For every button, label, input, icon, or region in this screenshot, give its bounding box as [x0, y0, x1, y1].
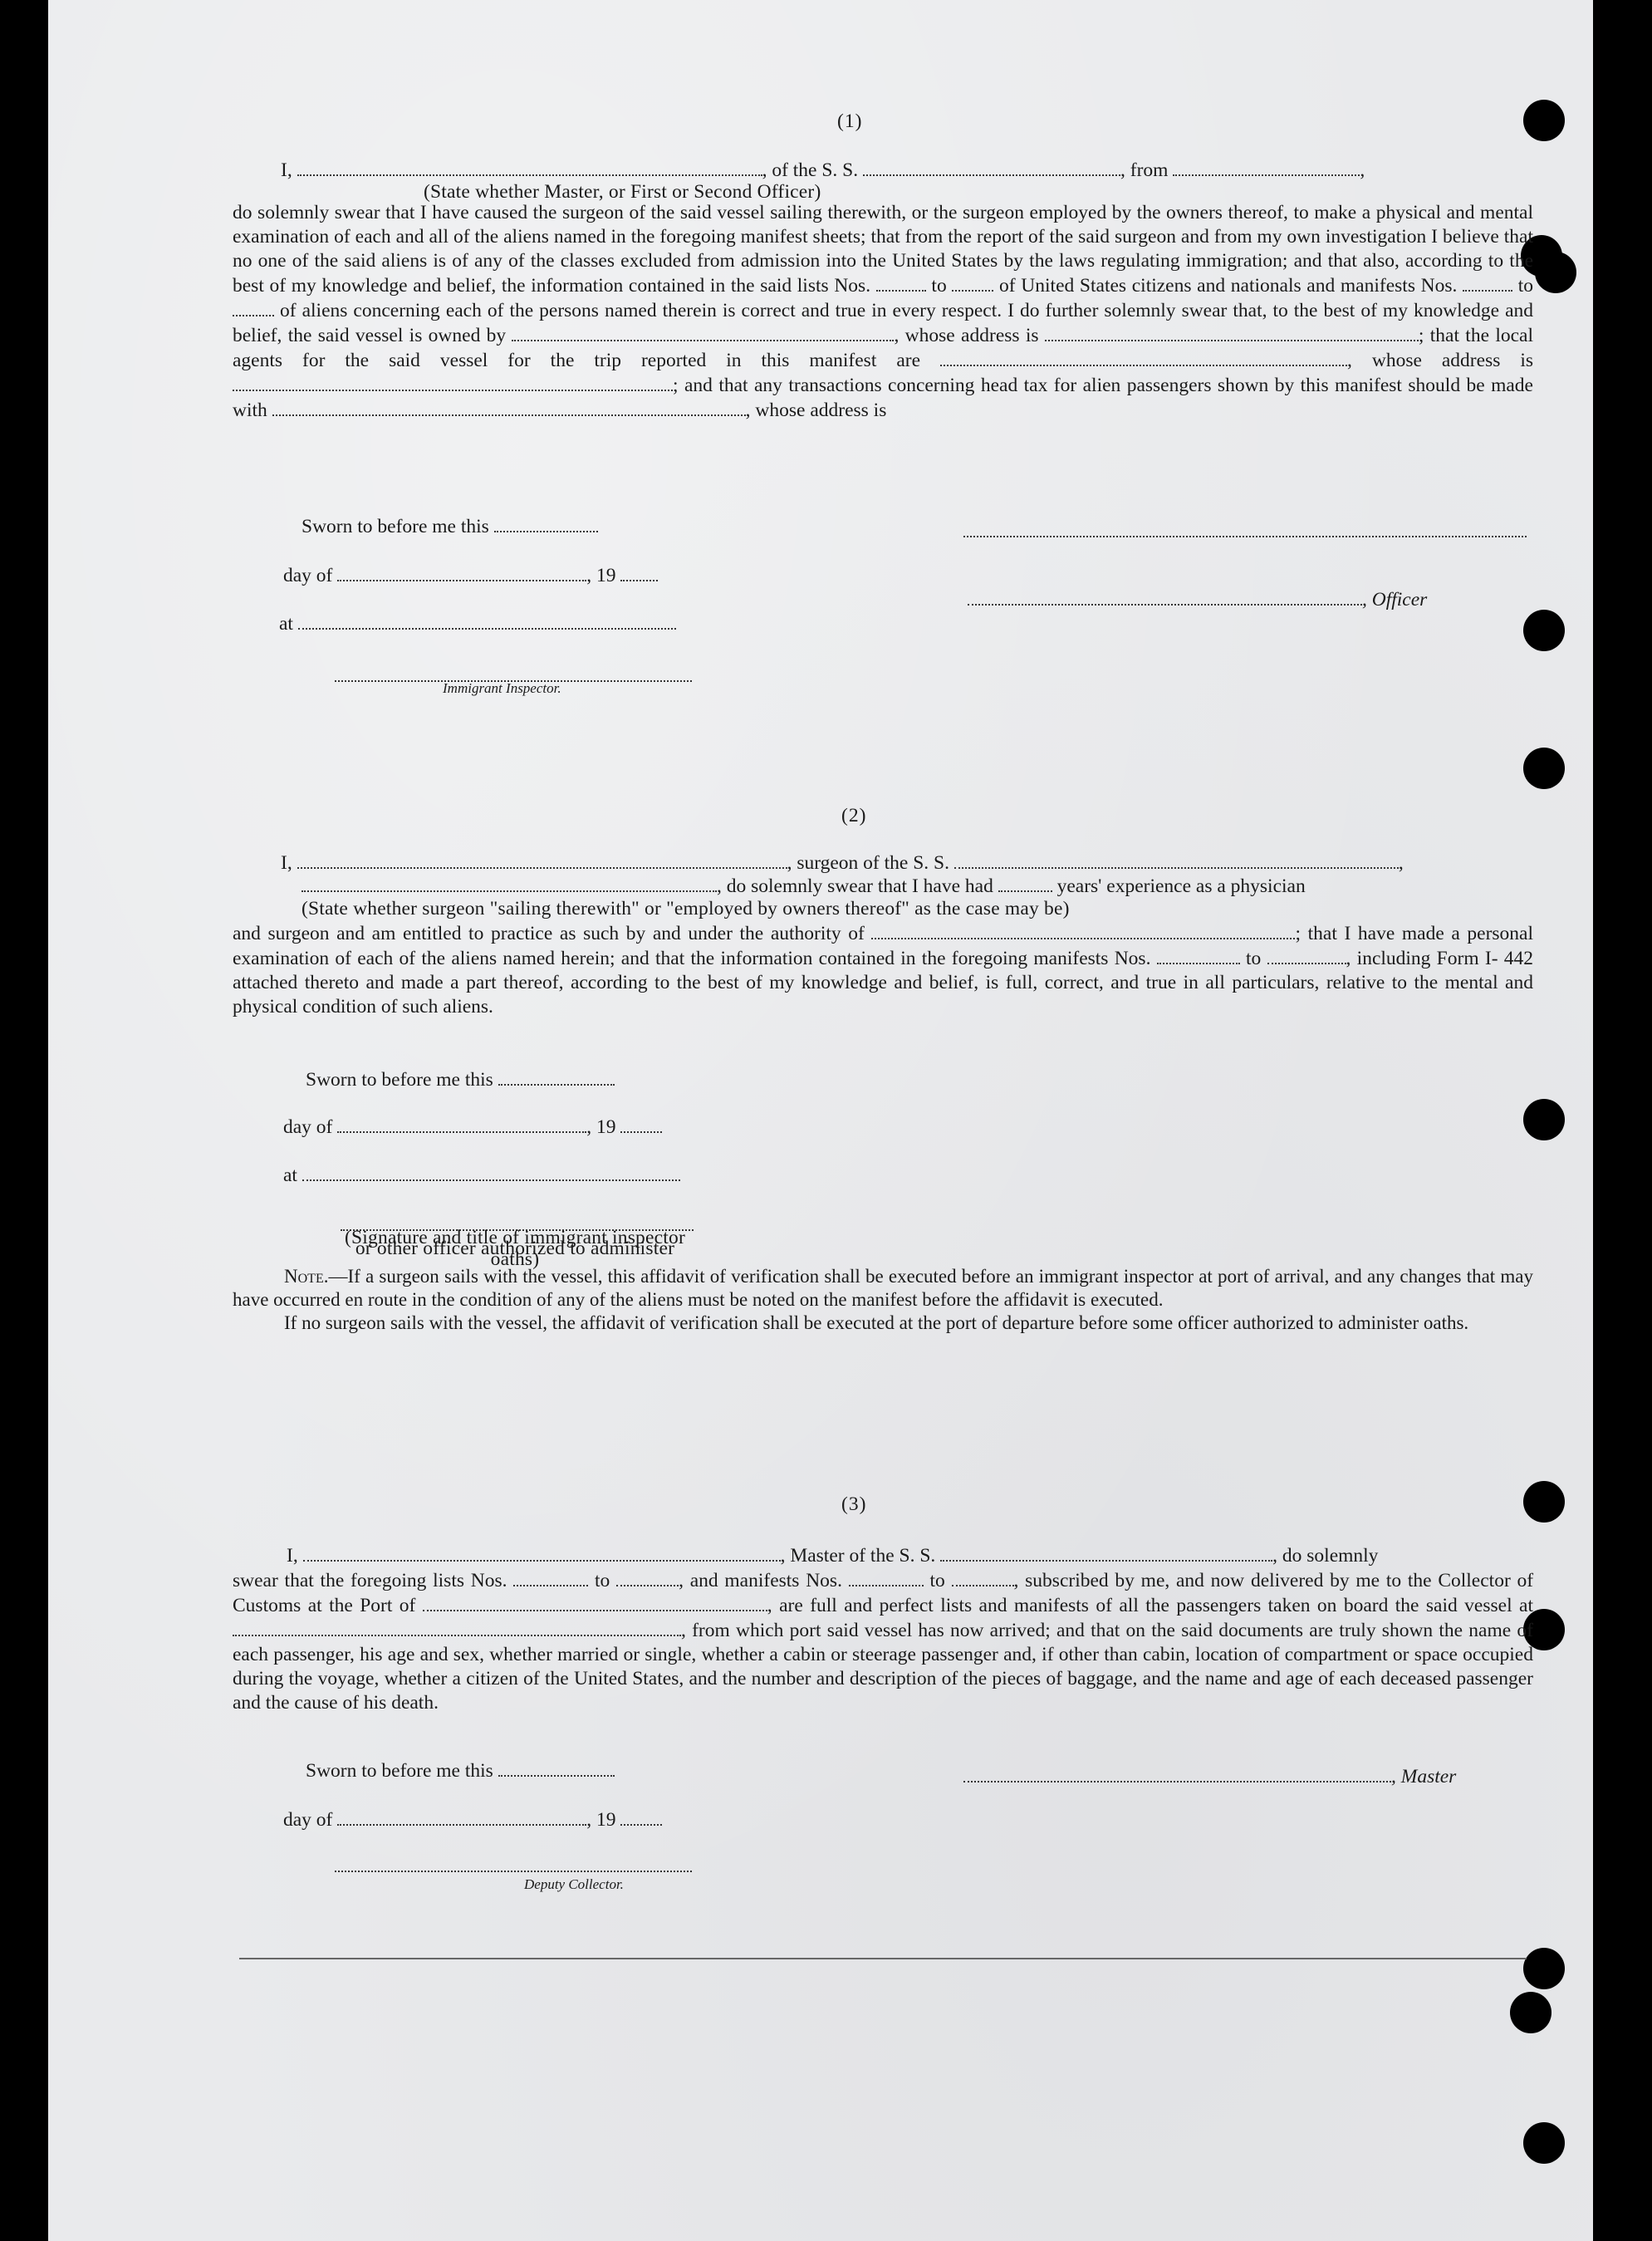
punch-hole: [1510, 1992, 1552, 2033]
master-name-field[interactable]: [303, 1543, 781, 1562]
text: to: [929, 1570, 945, 1591]
manifests-from-field[interactable]: [1463, 273, 1512, 292]
lists-from-field[interactable]: [513, 1568, 588, 1586]
text: , 19: [586, 1809, 616, 1831]
punch-hole: [1523, 2122, 1565, 2164]
note: [233, 1265, 1533, 1335]
punch-hole: [1523, 1099, 1565, 1140]
text: Sworn to before me this: [306, 1069, 493, 1091]
manifests-to-field[interactable]: [952, 1568, 1014, 1586]
local-agents-field[interactable]: [940, 348, 1347, 366]
text: of aliens concerning each of the persons named therein is correct and true in every respect. I do further solemnly swear that, to the best of my knowledge and belief, the said vessel is owned by: [233, 300, 1534, 346]
caption-surgeon: (State whether surgeon "sailing therewith" or "employed by owners thereof" as the case may be): [301, 898, 1070, 919]
manifests-from-field[interactable]: [849, 1568, 924, 1586]
master-signature-field[interactable]: [963, 1764, 1391, 1783]
day-of-field[interactable]: [337, 1115, 586, 1133]
section-number: (2): [841, 805, 867, 826]
text: , whose address is: [894, 325, 1039, 346]
officer-title-field[interactable]: [968, 587, 1362, 606]
text: that the local agents for the said vessel for the trip reported in this manifest are: [233, 325, 1534, 371]
surgeon-status-line: [301, 874, 1306, 898]
sworn-line: [306, 1758, 615, 1783]
text: I,: [281, 852, 292, 874]
departure-port-field[interactable]: [1173, 158, 1360, 176]
line-i: [281, 158, 1365, 182]
caption-signature: [341, 1227, 689, 1270]
embark-port-field[interactable]: [233, 1618, 681, 1636]
note-label: Note.: [284, 1266, 329, 1287]
caption-officer: (State whether Master, or First or Second Officer): [424, 181, 821, 203]
paragraph-2: [233, 921, 1533, 1019]
text: to: [595, 1570, 610, 1591]
sworn-line: [301, 514, 598, 538]
text: and surgeon and am entitled to practice as such by and under the authority of: [233, 923, 865, 944]
text: ,: [1398, 852, 1404, 874]
lists-from-field[interactable]: [876, 273, 926, 292]
year-field[interactable]: [620, 563, 658, 581]
lists-to-field[interactable]: [616, 1568, 679, 1586]
text: Sworn to before me this: [301, 516, 489, 537]
text: ;: [1295, 923, 1302, 944]
text: , whose address is: [745, 400, 887, 421]
text: of United States citizens and nationals and manifests Nos.: [999, 275, 1458, 297]
years-experience-field[interactable]: [998, 874, 1052, 892]
text: (Signature and title of immigrant inspector or other officer authorized to administer oaths): [345, 1227, 685, 1270]
owner-field[interactable]: [512, 323, 894, 341]
text: , are full and perfect lists and: [767, 1595, 1007, 1616]
text: , do solemnly swear that I have had: [717, 875, 993, 897]
day-of-line: [283, 1807, 662, 1832]
bottom-rule: [239, 1958, 1527, 1959]
text: ,: [1347, 350, 1352, 371]
punch-hole: [1523, 100, 1565, 141]
punch-hole: [1523, 1948, 1565, 1989]
at-line: [279, 611, 676, 635]
sworn-day-field[interactable]: [498, 1758, 615, 1777]
year-field[interactable]: [620, 1115, 662, 1133]
line-i: [281, 851, 1404, 875]
text: day of: [283, 565, 333, 586]
day-of-line: [283, 563, 658, 587]
surgeon-name-field[interactable]: [297, 851, 787, 869]
manifests-from-field[interactable]: [1157, 946, 1240, 964]
paragraph-3: [233, 1568, 1533, 1715]
manifests-to-field[interactable]: [1267, 946, 1346, 964]
authority-field[interactable]: [871, 921, 1295, 939]
text: that I have made a personal examination of each of the aliens named herein; and that the information contained in the foregoing manifests Nos.: [233, 923, 1534, 969]
text: manifests of all the passengers taken on board the said vessel at: [1013, 1595, 1533, 1616]
text: ;: [1418, 325, 1424, 346]
officer-label: [968, 587, 1427, 611]
officer-signature-line[interactable]: [963, 534, 1527, 537]
text: , Officer: [1362, 589, 1428, 611]
text: ,: [1360, 159, 1365, 181]
port-field[interactable]: [423, 1593, 767, 1611]
lists-to-field[interactable]: [952, 273, 993, 292]
text: , from: [1120, 159, 1169, 181]
ship-name-field[interactable]: [940, 1543, 1272, 1562]
manifests-to-field[interactable]: [233, 298, 274, 316]
text: to: [931, 275, 947, 297]
text: , Master: [1391, 1766, 1457, 1787]
text: , of the S. S.: [762, 159, 859, 181]
text: —If a surgeon sails with the vessel, this affidavit of verification shall be executed before an immigrant inspector at port of arrival, and any changes that may have occurred en route in the condition of any of the aliens must be noted on the manifest before the affidavit is executed.: [233, 1266, 1533, 1310]
text: port said vessel has now arrived; and that on the said documents are truly shown the name of each passenger, his age and sex, whether married or single, whether a cabin or steerage passenger and, if other than cabin, location of compartment or space occupied during the voyage, whether a citizen of the United States, and the number and description of the pieces of baggage, and the name and age of each deceased passenger and the cause of his death.: [233, 1620, 1533, 1714]
sworn-day-field[interactable]: [498, 1067, 615, 1086]
text: I,: [287, 1545, 298, 1567]
text: years' experience as a physician: [1056, 875, 1306, 897]
at-place-field[interactable]: [298, 611, 676, 630]
section-number: (3): [841, 1493, 867, 1515]
text: , and manifests Nos.: [679, 1570, 842, 1591]
text: , surgeon of the S. S.: [787, 852, 949, 874]
text: at: [283, 1165, 297, 1186]
text: If no surgeon sails with the vessel, the affidavit of verification shall be executed at the port of departure before some officer authorized to administer oaths.: [284, 1312, 1469, 1333]
text: , Master of the S. S.: [780, 1545, 936, 1567]
text: day of: [283, 1809, 333, 1831]
immigrant-inspector-label: Immigrant Inspector.: [443, 680, 561, 696]
text: , subscribed by me, and now: [1013, 1570, 1245, 1591]
deputy-signature-line[interactable]: [335, 1869, 692, 1872]
text: to: [1517, 275, 1533, 297]
ship-name-field[interactable]: [863, 158, 1120, 176]
text: do solemnly swear that I have caused the surgeon of the said vessel sailing therewith, or the surgeon employed by the owners thereof, to make a physical and mental examination of each and all of the aliens named in the foregoing manifest sheets; that from the report of the said surgeon and from my own investigation I believe that no one of the said aliens is of any of the classes excluded from admission into the United States by the laws regulating immigration; and that also, according to the best of my knowledge and belief, the information contained in the said lists Nos.: [233, 202, 1533, 297]
sworn-line: [306, 1067, 615, 1091]
line-i: [287, 1543, 1378, 1567]
deputy-collector-label: Deputy Collector.: [524, 1876, 624, 1892]
agents-address-field[interactable]: [233, 373, 673, 391]
manifest-back-page: [48, 0, 1593, 2241]
text: to: [1245, 948, 1262, 969]
owner-address-field[interactable]: [1045, 323, 1419, 341]
punch-hole: [1523, 610, 1565, 651]
text: , from which: [681, 1620, 784, 1641]
text: whose address is: [1371, 350, 1534, 371]
punch-hole: [1523, 1481, 1565, 1523]
officer-name-field[interactable]: [297, 158, 762, 176]
at-place-field[interactable]: [302, 1163, 680, 1181]
head-tax-agent-field[interactable]: [272, 398, 746, 416]
text: ; and that any transactions concerning head tax for alien passengers shown by this manifest should be made with: [233, 375, 1533, 421]
sworn-day-field[interactable]: [494, 514, 598, 532]
day-of-field[interactable]: [337, 1807, 586, 1826]
paragraph-1: [233, 201, 1533, 423]
text: I,: [281, 159, 292, 181]
text: delivered by me to the Collector of Customs at the Port of: [233, 1570, 1534, 1616]
punch-hole: [1535, 252, 1576, 293]
text: , 19: [586, 1116, 616, 1138]
day-of-field[interactable]: [337, 563, 586, 581]
ship-name-field[interactable]: [954, 851, 1399, 869]
text: swear that the foregoing lists Nos.: [233, 1570, 507, 1591]
text: Sworn to before me this: [306, 1760, 493, 1782]
punch-hole: [1523, 748, 1565, 789]
section-number: (1): [837, 110, 863, 132]
master-label: [963, 1764, 1456, 1788]
text: at: [279, 613, 293, 635]
text: day of: [283, 1116, 333, 1138]
year-field[interactable]: [620, 1807, 662, 1826]
text: , 19: [586, 565, 616, 586]
at-line: [283, 1163, 680, 1187]
surgeon-status-field[interactable]: [301, 874, 717, 892]
text: , do solemnly: [1272, 1545, 1379, 1567]
text: , including Form I- 442 attached thereto and made a part thereof, according to the best of my knowledge and belief, is full, correct, and true in all particulars, relative to the mental and physical condition of such aliens.: [233, 948, 1534, 1018]
day-of-line: [283, 1115, 662, 1139]
